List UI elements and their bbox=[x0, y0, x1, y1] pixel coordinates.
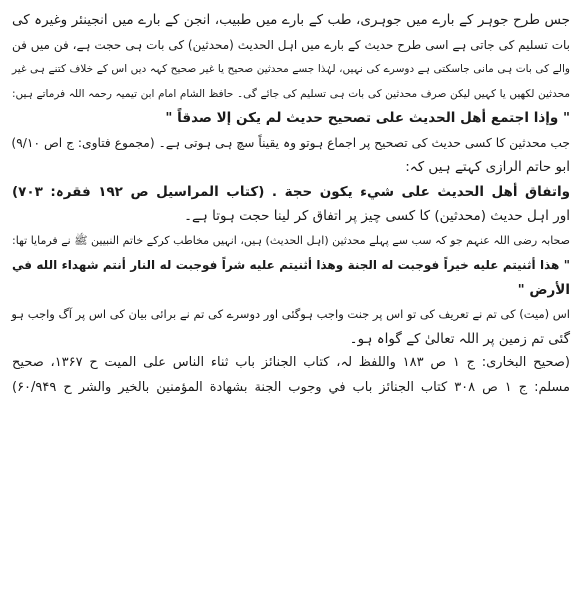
text-line-9: اور اہل حدیث (محدثین) کا کسی چیز پر اتفاق کر لینا حجت ہوتا ہے۔ bbox=[184, 208, 570, 224]
text-line-6: جب محدثین کا کسی حدیث کی تصحیح پر اجماع ہوتو وہ یقیناً سچ ہی ہوتی ہے۔ (مجموع فتاوی: ج اص ۹/۱۰) bbox=[11, 135, 570, 150]
text-line-2: بات تسلیم کی جاتی ہے اسی طرح حدیث کے بارے میں اہل الحدیث (محدثین) کی بات ہی حجت ہے، فن میں فن bbox=[12, 37, 570, 52]
text-line-13: اس (میت) کی تم نے تعریف کی تو اس پر جنت واجب ہوگئی اور دوسرے کی تم نے برائی بیان کی اس پر آگ واجب ہو bbox=[11, 307, 570, 321]
text-line-7: ابو حاتم الرازی کہتے ہیں کہ: bbox=[405, 159, 570, 175]
text-line-3: والے کی بات ہی مانی جاسکتی ہے دوسرے کی نہیں، لہٰذا جسے محدثین صحیح یا غیر صحیح کہہ دیں اس کے خلاف کتنے ہی غیر bbox=[12, 63, 570, 75]
arabic-hadith-line-1: " هذا أثنيتم عليه خيراً فوجبت له الجنة وهذا أثنيتم عليه شراً فوجبت له النار أنتم شهداء الله في bbox=[12, 258, 570, 272]
text-line-14: گئی تم زمین پر اللہ تعالیٰ کے گواہ ہو۔ bbox=[349, 330, 570, 347]
text-line-10: صحابہ رضی اللہ عنہم جو کہ سب سے پہلے محدثین (اہل الحدیث) ہیں، انہیں مخاطب کرکے خاتم النبیین ﷺ نے فرمایا تھا: bbox=[12, 233, 570, 247]
reference-line-2: مسلم: ج ۱ ص ۳۰۸ کتاب الجنائز باب في وجوب الجنة بشهادة المؤمنين بالخير والشر ح ۶۰/۹۴۹) bbox=[12, 379, 570, 395]
text-line-4: محدثین لکھیں یا کہیں لیکن صرف محدثین کی بات ہی تسلیم کی جائے گی۔ حافظ الشام امام ابن تیمیہ رحمہ اللہ فرماتے ہیں: bbox=[12, 87, 570, 100]
arabic-hadith-line-2: الأرض " bbox=[517, 281, 570, 298]
reference-line-1: (صحیح البخاری: ج ۱ ص ۱۸۳ واللفظ لہ، کتاب الجنائز باب ثناء الناس علی المیت ح ۱۳۶۷، صحیح bbox=[12, 355, 571, 370]
arabic-quote-ibn-taymiyyah: " وإذا اجتمع أهل الحديث على تصحيح حديث لم يكن إلا صدقاً " bbox=[165, 110, 570, 126]
arabic-quote-abu-hatim: واتفاق أهل الحديث على شيء يكون حجة . (کتاب المراسیل ص ۱۹۲ فقرہ: ۷۰۳) bbox=[12, 183, 570, 200]
text-line-1: جس طرح جوہر کے بارے میں جوہری، طب کے بارے میں طبیب، انجن کے بارے میں انجینئر وغیرہ کی bbox=[12, 12, 570, 28]
